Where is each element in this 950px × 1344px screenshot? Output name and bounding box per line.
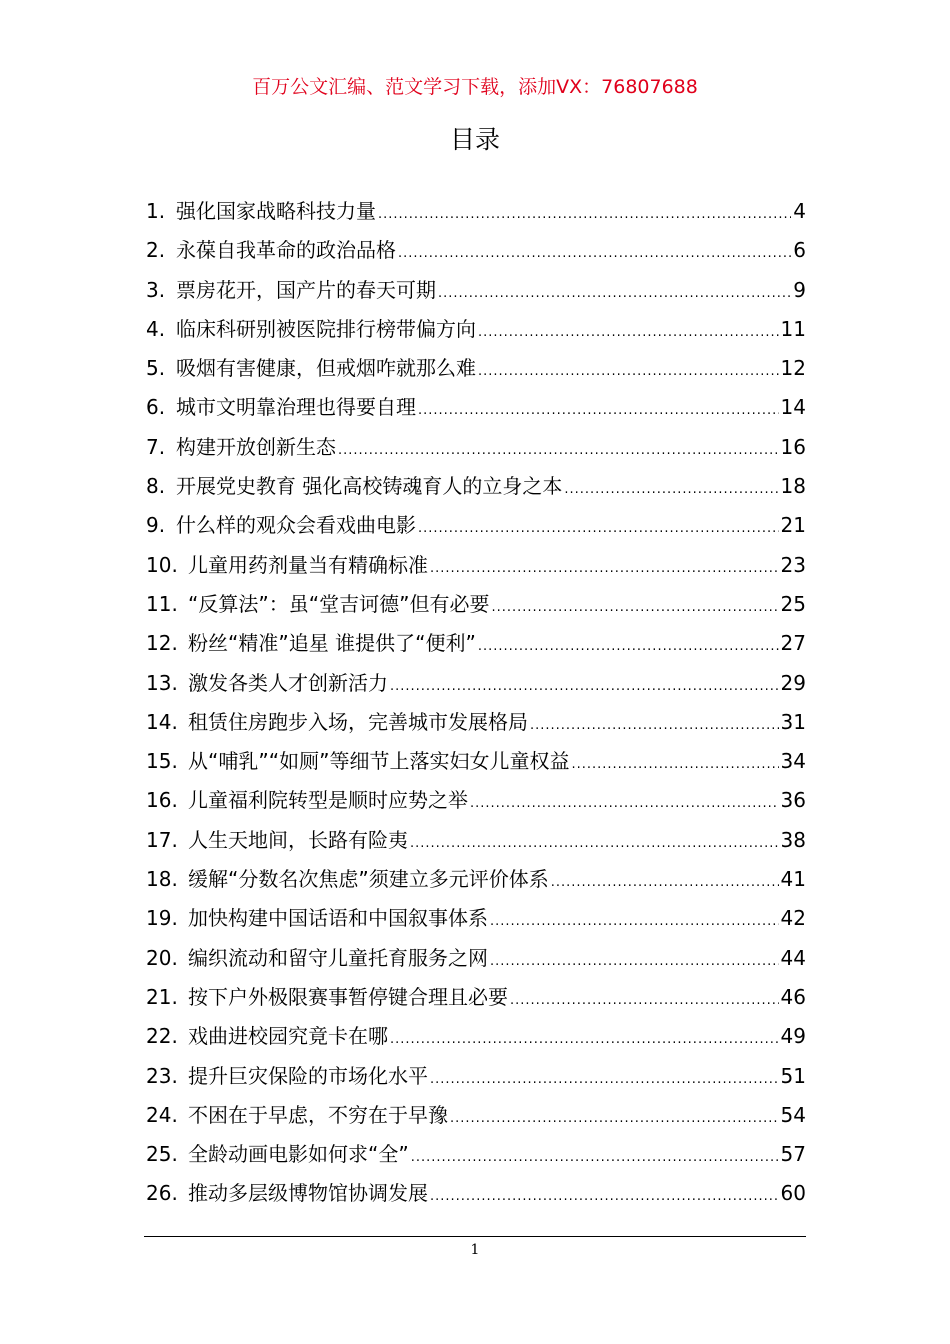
toc-entry-number: 23. (146, 1063, 178, 1088)
toc-dot-leader (564, 483, 778, 496)
header-promo-note: 百万公文汇编、范文学习下载，添加VX：76807688 (252, 76, 698, 98)
page-title: 目录 (449, 125, 500, 154)
toc-entry-title: 不困在于早虑，不穷在于早豫 (188, 1102, 448, 1127)
toc-entry[interactable] (146, 467, 806, 506)
toc-entry-title: 票房花开，国产片的春天可期 (176, 277, 436, 302)
toc-entry-number: 20. (146, 945, 178, 970)
toc-entry-number: 8. (146, 474, 166, 499)
toc-entry-number: 7. (146, 434, 166, 459)
toc-entry-number: 18. (146, 867, 178, 892)
toc-entry-title: 按下户外极限赛事暂停键合理且必要 (188, 984, 508, 1009)
toc-entry[interactable] (146, 978, 806, 1017)
toc-entry-number: 15. (146, 749, 178, 774)
toc-entry-page: 16 (780, 434, 806, 459)
toc-entry-title: 永葆自我革命的政治品格 (176, 238, 396, 263)
toc-dot-leader (390, 680, 779, 693)
toc-entry[interactable] (146, 506, 806, 545)
toc-entry-title: 什么样的观众会看戏曲电影 (176, 513, 416, 538)
toc-entry-number: 22. (146, 1024, 178, 1049)
toc-dot-leader (430, 562, 779, 575)
toc-dot-leader (470, 797, 779, 810)
toc-entry-page: 34 (780, 749, 806, 774)
toc-entry-number: 5. (146, 356, 166, 381)
toc-entry-title: 全龄动画电影如何求“全” (188, 1142, 409, 1167)
toc-entry-title: 编织流动和留守儿童托育服务之网 (188, 945, 488, 970)
toc-entry-title: 构建开放创新生态 (176, 434, 336, 459)
toc-entry[interactable] (146, 742, 806, 781)
toc-entry-page: 18 (780, 474, 806, 499)
toc-entry[interactable] (146, 271, 806, 310)
toc-entry-title: 临床科研别被医院排行榜带偏方向 (176, 316, 476, 341)
toc-entry-number: 10. (146, 552, 178, 577)
toc-entry-number: 16. (146, 788, 178, 813)
toc-entry-number: 1. (146, 199, 166, 223)
toc-entry[interactable] (146, 821, 806, 860)
toc-entry[interactable] (146, 899, 806, 938)
toc-entry-title: “反算法”：虽“堂吉诃德”但有必要 (188, 591, 490, 616)
toc-entry-page: 6 (793, 238, 806, 263)
toc-entry-number: 13. (146, 670, 178, 695)
table-of-contents (146, 192, 806, 1214)
toc-entry-page: 41 (780, 867, 806, 892)
toc-dot-leader (491, 601, 778, 614)
toc-entry[interactable] (146, 860, 806, 899)
toc-entry[interactable] (146, 349, 806, 388)
toc-dot-leader (430, 1190, 779, 1203)
toc-entry-page: 21 (780, 513, 806, 538)
toc-dot-leader (478, 326, 779, 339)
toc-entry-page: 44 (780, 945, 806, 970)
toc-entry-number: 26. (146, 1181, 178, 1206)
toc-entry[interactable] (146, 664, 806, 703)
toc-dot-leader (418, 404, 779, 417)
toc-entry-page: 11 (780, 316, 806, 341)
toc-entry[interactable] (146, 703, 806, 742)
toc-entry-number: 6. (146, 395, 166, 420)
toc-entry[interactable] (146, 781, 806, 820)
toc-dot-leader (398, 247, 791, 260)
toc-entry-page: 42 (780, 906, 806, 931)
toc-dot-leader (390, 1033, 779, 1046)
toc-entry[interactable] (146, 388, 806, 427)
toc-entry-number: 19. (146, 906, 178, 931)
page-number: 1 (470, 1242, 480, 1258)
toc-dot-leader (490, 915, 779, 928)
toc-entry-number: 25. (146, 1142, 178, 1167)
toc-entry[interactable] (146, 624, 806, 663)
toc-dot-leader (571, 758, 778, 771)
toc-dot-leader (490, 955, 779, 968)
toc-entry-title: 推动多层级博物馆协调发展 (188, 1181, 428, 1206)
toc-dot-leader (510, 994, 779, 1007)
toc-entry[interactable] (146, 1135, 806, 1174)
toc-entry-number: 3. (146, 277, 166, 302)
toc-entry-number: 21. (146, 984, 178, 1009)
toc-dot-leader (438, 287, 791, 300)
toc-entry-number: 2. (146, 238, 166, 263)
toc-entry[interactable] (146, 1174, 806, 1213)
toc-entry-page: 9 (793, 277, 806, 302)
toc-entry-page: 51 (780, 1063, 806, 1088)
toc-dot-leader (478, 365, 779, 378)
toc-entry-title: 粉丝“精准”追星 谁提供了“便利” (188, 631, 476, 656)
toc-entry-page: 49 (780, 1024, 806, 1049)
toc-dot-leader (411, 1151, 779, 1164)
toc-entry-page: 14 (780, 395, 806, 420)
toc-entry-title: 强化国家战略科技力量 (176, 199, 376, 223)
toc-dot-leader (378, 208, 791, 221)
toc-entry-page: 60 (780, 1181, 806, 1206)
toc-entry-number: 14. (146, 709, 178, 734)
toc-entry-page: 31 (780, 709, 806, 734)
toc-dot-leader (478, 640, 779, 653)
toc-entry-page: 4 (793, 199, 806, 223)
toc-dot-leader (410, 837, 779, 850)
toc-entry-page: 25 (780, 591, 806, 616)
toc-dot-leader (450, 1112, 779, 1125)
toc-entry-number: 17. (146, 827, 178, 852)
toc-entry[interactable] (146, 1096, 806, 1135)
toc-entry-page: 38 (780, 827, 806, 852)
toc-entry-page: 46 (780, 984, 806, 1009)
toc-entry-title: 从“哺乳”“如厕”等细节上落实妇女儿童权益 (188, 749, 570, 774)
toc-entry-title: 开展党史教育 强化高校铸魂育人的立身之本 (176, 474, 563, 499)
toc-entry-title: 吸烟有害健康，但戒烟咋就那么难 (176, 356, 476, 381)
toc-entry-page: 27 (780, 631, 806, 656)
toc-entry[interactable] (146, 310, 806, 349)
toc-entry[interactable] (146, 546, 806, 585)
toc-entry-title: 提升巨灾保险的市场化水平 (188, 1063, 428, 1088)
toc-entry-number: 9. (146, 513, 166, 538)
toc-entry-number: 4. (146, 316, 166, 341)
toc-dot-leader (338, 444, 779, 457)
toc-entry-title: 戏曲进校园究竟卡在哪 (188, 1024, 388, 1049)
toc-entry[interactable] (146, 428, 806, 467)
toc-entry-page: 54 (780, 1102, 806, 1127)
toc-entry-number: 11. (146, 591, 178, 616)
toc-entry-title: 激发各类人才创新活力 (188, 670, 388, 695)
toc-dot-leader (430, 1073, 779, 1086)
toc-entry[interactable] (146, 231, 806, 270)
toc-dot-leader (551, 876, 779, 889)
toc-entry-title: 租赁住房跑步入场，完善城市发展格局 (188, 709, 528, 734)
toc-dot-leader (530, 719, 779, 732)
toc-entry-page: 12 (780, 356, 806, 381)
toc-dot-leader (418, 522, 779, 535)
toc-entry-title: 儿童用药剂量当有精确标准 (188, 552, 428, 577)
toc-entry[interactable] (146, 585, 806, 624)
toc-entry-title: 儿童福利院转型是顺时应势之举 (188, 788, 468, 813)
toc-entry-title: 城市文明靠治理也得要自理 (176, 395, 416, 420)
toc-entry-number: 24. (146, 1102, 178, 1127)
toc-entry-number: 12. (146, 631, 178, 656)
toc-entry[interactable] (146, 939, 806, 978)
toc-entry-page: 29 (780, 670, 806, 695)
toc-entry-title: 加快构建中国话语和中国叙事体系 (188, 906, 488, 931)
toc-entry-page: 57 (780, 1142, 806, 1167)
toc-entry[interactable] (146, 1017, 806, 1056)
footer-divider (144, 1236, 806, 1237)
toc-entry-title: 人生天地间，长路有险夷 (188, 827, 408, 852)
toc-entry[interactable] (146, 1057, 806, 1096)
toc-entry-page: 36 (780, 788, 806, 813)
toc-entry-page: 23 (780, 552, 806, 577)
toc-entry-title: 缓解“分数名次焦虑”须建立多元评价体系 (188, 867, 549, 892)
toc-entry[interactable] (146, 192, 806, 231)
